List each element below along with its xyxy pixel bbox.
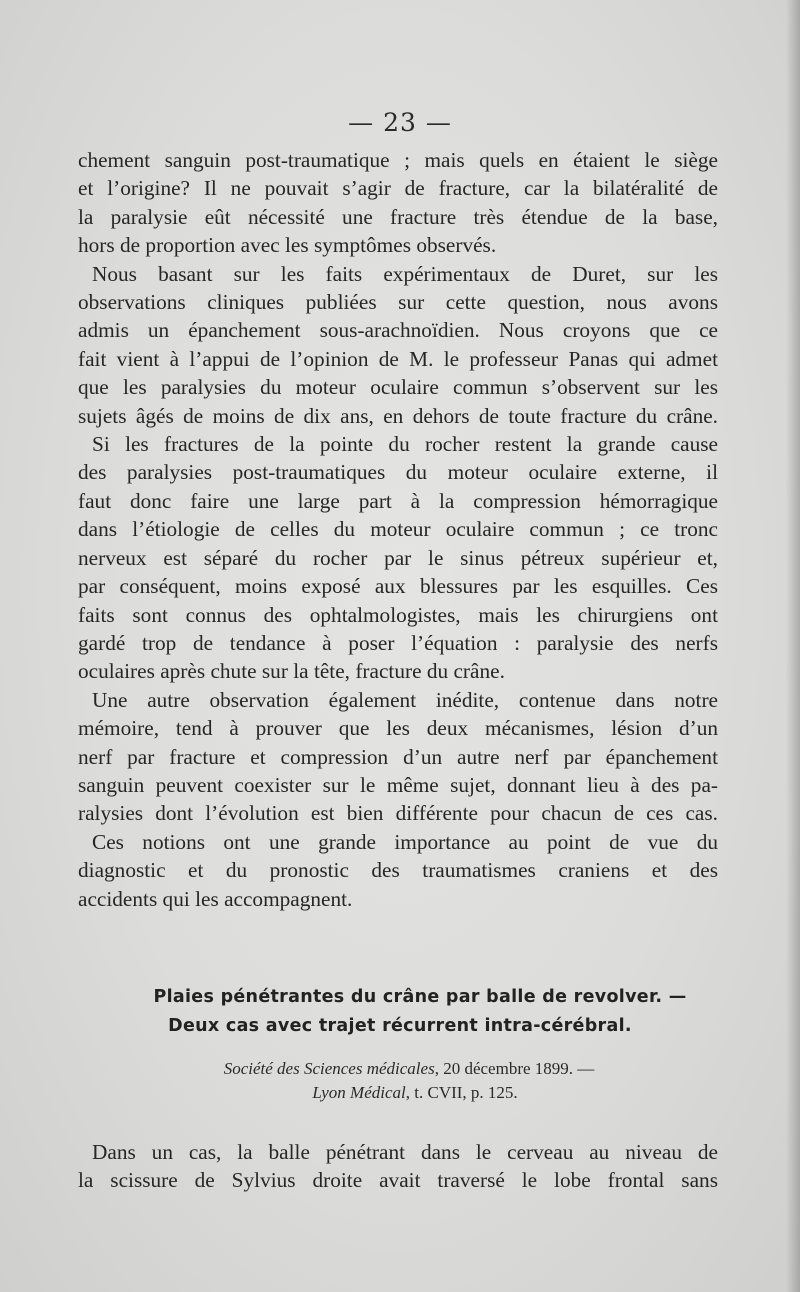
citation-journal-2: Lyon Médical [312,1083,406,1102]
text-line: Ces notions ont une grande importance au point de vue du [92,829,718,854]
paragraph-4 [78,686,718,828]
text-line: et l’origine? Il ne pouvait s’agir de fracture, car la bilatéralité de [78,176,718,201]
paragraph-1 [78,146,718,260]
text-line: la scissure de Sylvius droite avait traversé le lobe frontal sans [78,1168,718,1193]
paragraph-5 [78,828,718,913]
section-heading [0,983,800,1041]
citation-line-2 [0,1081,800,1105]
text-line: observations cliniques publiées sur cette question, nous avons [78,290,718,315]
citation-details-2: , t. CVII, p. 125. [405,1083,518,1102]
page-number: — 23 — [348,108,452,137]
paragraph-3 [78,430,718,686]
text-line: Si les fractures de la pointe du rocher restent la grande cause [92,432,718,457]
text-line: diagnostic et du pronostic des traumatismes craniens et des [78,858,718,883]
text-line: ralysies dont l’évolution est bien différente pour chacun de ces cas. [78,801,718,826]
text-line: fait vient à l’appui de l’opinion de M. le professeur Panas qui admet [78,346,718,371]
text-line: des paralysies post-traumatiques du moteur oculaire externe, il [78,460,718,485]
text-line: la paralysie eût nécessité une fracture très étendue de la base, [78,204,718,229]
paragraph-2 [78,260,718,430]
text-line: Dans un cas, la balle pénétrant dans le cerveau au niveau de [92,1140,718,1164]
text-line: oculaires après chute sur la tête, fracture du crâne. [78,659,505,684]
citation-line-1 [0,1057,800,1081]
text-line: faut donc faire une large part à la compression hémorragique [78,488,718,513]
text-line: chement sanguin post-traumatique ; mais quels en étaient le siège [78,148,718,172]
text-line: hors de proportion avec les symptômes observés. [78,233,497,258]
final-paragraph [78,1138,718,1195]
section-title-line-2: Deux cas avec trajet récurrent intra-cérébral. [168,1016,632,1036]
text-line: par conséquent, moins exposé aux blessures par les esquilles. Ces [78,574,718,599]
citation [0,1057,800,1105]
text-line: sujets âgés de moins de dix ans, en dehors de toute fracture du crâne. [78,403,718,428]
text-line: Nous basant sur les faits expérimentaux de Duret, sur les [92,261,718,286]
text-line: accidents qui les accompagnent. [78,886,353,911]
text-line: admis un épanchement sous-arachnoïdien. Nous croyons que ce [78,318,718,343]
text-line: Une autre observation également inédite, contenue dans notre [92,687,718,712]
citation-journal-1: Société des Sciences médicales [223,1059,435,1078]
text-line: faits sont connus des ophtalmologistes, mais les chirurgiens ont [78,602,718,627]
text-line: gardé trop de tendance à poser l’équation : paralysie des nerfs [78,630,718,655]
main-text [78,146,718,913]
text-line: dans l’étiologie de celles du moteur oculaire commun ; ce tronc [78,517,718,542]
text-line: mémoire, tend à prouver que les deux mécanismes, lésion d’un [78,716,718,741]
citation-details-1: , 20 décembre 1899. — [434,1059,595,1078]
text-line: nerf par fracture et compression d’un autre nerf par épanchement [78,744,718,769]
text-line: nerveux est séparé du rocher par le sinus pétreux supérieur et, [78,545,718,570]
section-title-line-1: Plaies pénétrantes du crâne par balle de revolver. — [153,987,687,1007]
text-line: que les paralysies du moteur oculaire commun s’observent sur les [78,375,718,400]
text-line: sanguin peuvent coexister sur le même sujet, donnant lieu à des pa- [78,772,718,797]
